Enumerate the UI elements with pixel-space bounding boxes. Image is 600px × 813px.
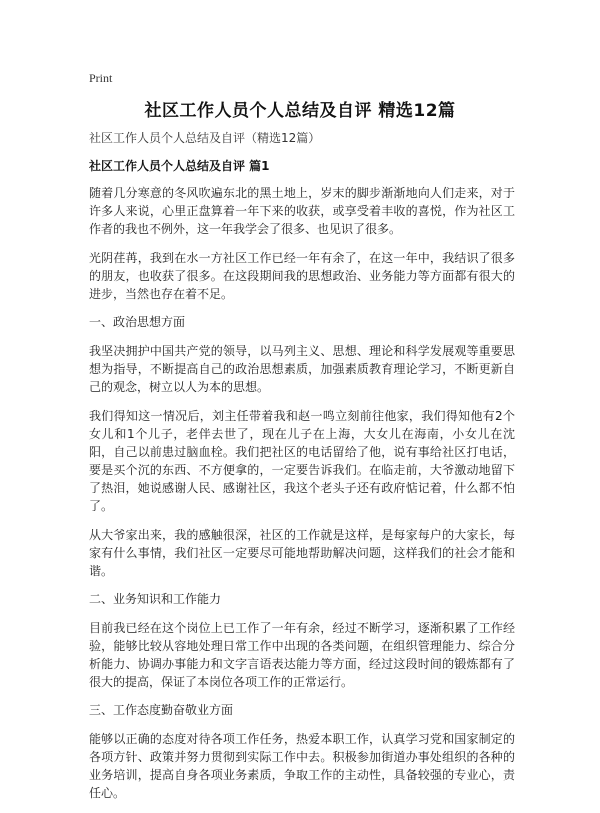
section-heading: 三、工作态度勤奋敬业方面 <box>89 703 234 717</box>
document-title: 社区工作人员个人总结及自评 精选12篇 <box>144 101 456 121</box>
article-heading: 社区工作人员个人总结及自评 篇1 <box>89 159 270 173</box>
document-subtitle: 社区工作人员个人总结及自评（精选12篇） <box>89 131 321 145</box>
document-body <box>89 130 515 813</box>
paragraph: 我坚决拥护中国共产党的领导，以马列主义、思想、理论和科学发展观等重要思想为指导，不断提高自己的政治思想素质，加强素质教育理论学习，不断更新自己的观念，树立以人为本的思想。 <box>89 344 515 394</box>
print-label[interactable]: Print <box>89 71 113 85</box>
paragraph: 能够以正确的态度对待各项工作任务，热爱本职工作，认真学习党和国家制定的各项方针、政策并努力贯彻到实际工作中去。积极参加街道办事处组织的各种的业务培训，提高自身各项业务素质，争取工作的主动性，具备较强的专业心，责任心。 <box>89 732 515 800</box>
paragraph: 目前我已经在这个岗位上已工作了一年有余，经过不断学习，逐渐积累了工作经验，能够比较从容地处理日常工作中出现的各类问题，在组织管理能力、综合分析能力、协调办事能力和文字言语表达能力等方面，经过这段时间的锻炼都有了很大的提高，保证了本岗位各项工作的正常运行。 <box>89 621 515 689</box>
section-heading: 一、政治思想方面 <box>89 315 186 329</box>
paragraph: 随着几分寒意的冬风吹遍东北的黑土地上，岁末的脚步渐渐地向人们走来，对于许多人来说，心里正盘算着一年下来的收获，或享受着丰收的喜悦，作为社区工作者的我也不例外，这一年我学会了很多、也见识了很多。 <box>89 186 515 236</box>
paragraph: 从大爷家出来，我的感触很深，社区的工作就是这样，是每家每户的大家长，每家有什么事情，我们社区一定要尽可能地帮助解决问题，这样我们的社会才能和谐。 <box>89 528 515 578</box>
paragraph: 我们得知这一情况后，刘主任带着我和赵一鸣立刻前往他家，我们得知他有2个女儿和1个儿子，老伴去世了，现在儿子在上海，大女儿在海南，小女儿在沈阳，自己以前患过脑血栓。我们把社区的电话留给了他，说有事给社区打电话，要是买个沉的东西、不方便拿的，一定要告诉我们。在临走前，大爷激动地留下了热泪，她说感谢人民、感谢社区，我这个老头子还有政府惦记着，什么都不怕了。 <box>89 409 515 513</box>
paragraph: 光阴荏苒，我到在水一方社区工作已经一年有余了，在这一年中，我结识了很多的朋友，也收获了很多。在这段期间我的思想政治、业务能力等方面都有很大的进步，当然也存在着不足。 <box>89 251 515 301</box>
section-heading: 二、业务知识和工作能力 <box>89 592 222 606</box>
